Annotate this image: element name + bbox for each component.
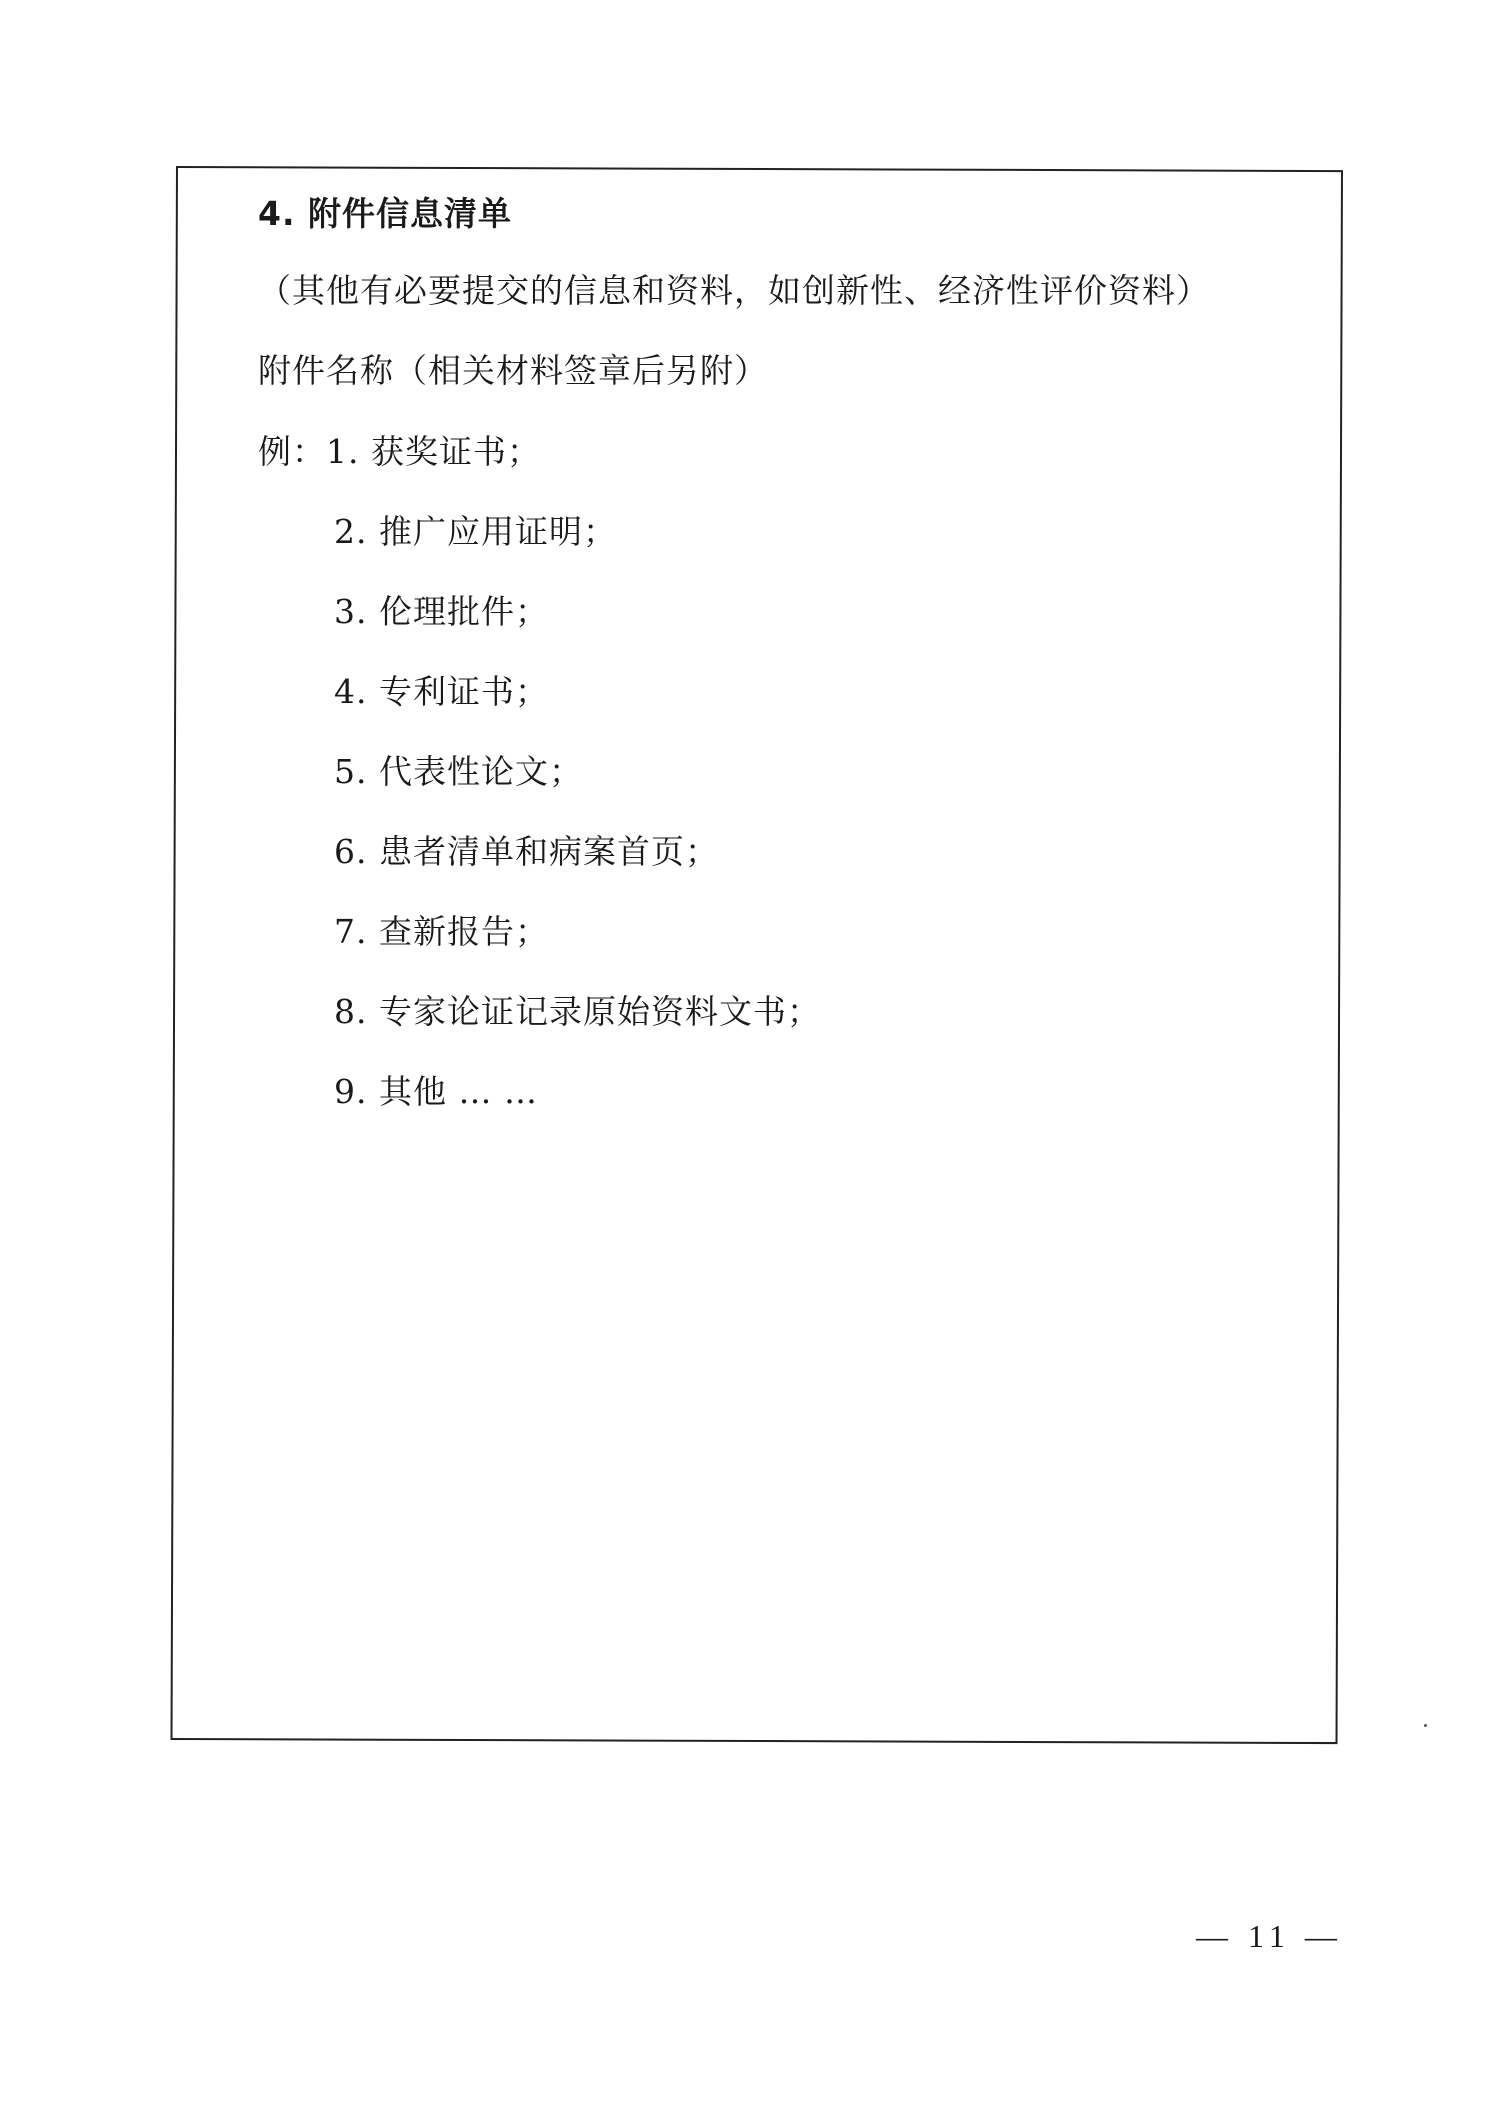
form-box [171, 166, 1343, 1744]
scan-speck [1424, 1724, 1427, 1727]
attachment-name-line: 附件名称（相关材料签章后另附） [258, 351, 768, 390]
list-item: 4. 专利证书； [334, 672, 549, 711]
list-item: 3. 伦理批件； [334, 592, 549, 631]
list-item: 5. 代表性论文； [334, 752, 583, 791]
page-number: — 11 — [1196, 1918, 1343, 1954]
example-line [258, 432, 541, 472]
list-item: 2. 推广应用证明； [334, 512, 617, 551]
list-item: 7. 查新报告； [334, 912, 549, 951]
example-prefix: 例： [258, 432, 326, 471]
list-item: 9. 其他 … … [334, 1072, 538, 1111]
section-heading: 4. 附件信息清单 [258, 194, 512, 233]
list-item: 6. 患者清单和病案首页； [334, 832, 719, 871]
list-item: 8. 专家论证记录原始资料文书； [334, 992, 821, 1031]
section-note: （其他有必要提交的信息和资料，如创新性、经济性评价资料） [258, 271, 1210, 310]
list-item: 1. 获奖证书； [326, 432, 541, 471]
